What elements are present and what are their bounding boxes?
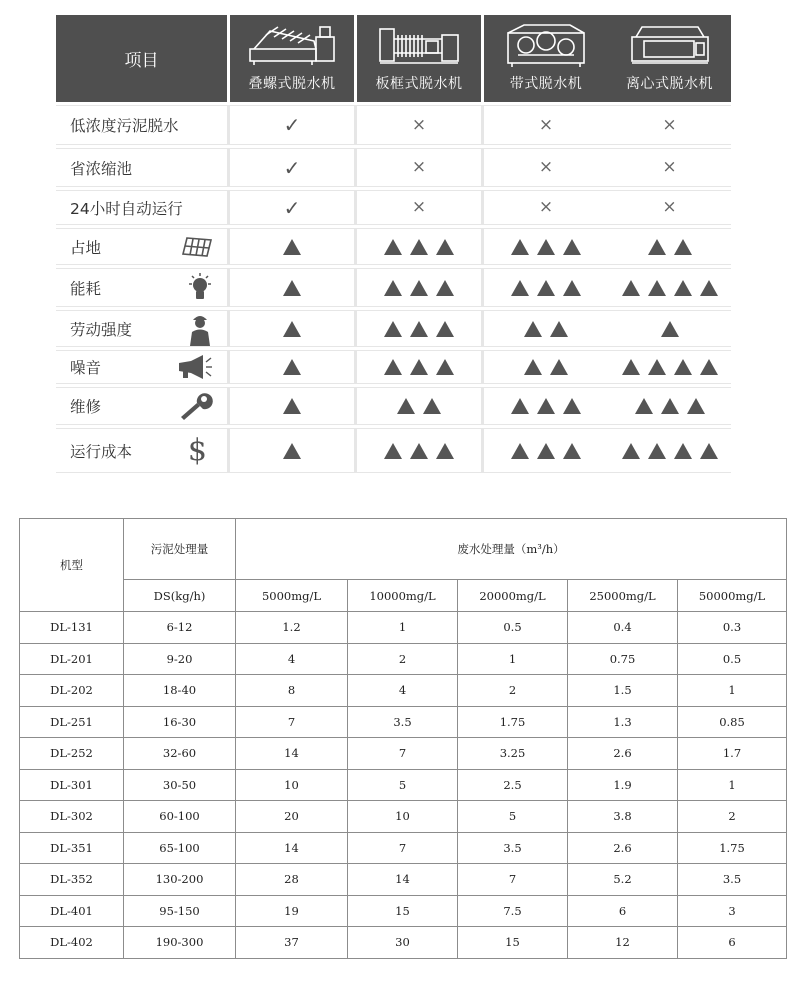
capacity-cell: 12 <box>568 927 678 959</box>
row-label-cell <box>56 149 227 186</box>
capacity-cell: 2 <box>458 675 568 707</box>
concentration-header: 20000mg/L <box>458 580 568 612</box>
triangle-mark <box>436 239 454 255</box>
triangle-mark <box>563 239 581 255</box>
rating-triangles <box>622 280 718 296</box>
comparison-table <box>56 15 731 475</box>
capacity-cell: 8 <box>236 675 348 707</box>
triangle-mark <box>410 359 428 375</box>
rating-triangles <box>648 239 692 255</box>
rating-cell <box>230 351 354 383</box>
rating-triangles <box>524 359 568 375</box>
rating-triangles <box>524 321 568 337</box>
capacity-cell: 14 <box>348 864 458 896</box>
row-label: 能耗 <box>70 279 102 298</box>
rating-triangles <box>622 443 718 459</box>
ds-cell: 60-100 <box>124 801 236 833</box>
capacity-cell: 37 <box>236 927 348 959</box>
model-cell: DL-252 <box>20 738 124 770</box>
capacity-cell: 0.75 <box>568 643 678 675</box>
plate-frame-press-icon <box>376 23 462 67</box>
triangle-mark <box>622 280 640 296</box>
triangle-mark <box>661 398 679 414</box>
spec-row <box>20 769 787 801</box>
capacity-cell: 2.6 <box>568 832 678 864</box>
worker-icon <box>187 312 213 346</box>
rating-cell <box>608 269 731 306</box>
rating-cell <box>484 351 608 383</box>
row-label: 省浓缩池 <box>70 159 133 178</box>
wrench-icon <box>177 391 213 421</box>
rating-triangles <box>283 359 301 375</box>
triangle-mark <box>436 280 454 296</box>
item-header-label: 项目 <box>124 51 159 71</box>
rating-cell <box>357 351 481 383</box>
row-label-cell <box>56 311 227 346</box>
spec-row <box>20 643 787 675</box>
rating-cell <box>230 429 354 472</box>
capacity-cell: 2.6 <box>568 738 678 770</box>
capacity-cell: 3.25 <box>458 738 568 770</box>
rating-cell <box>484 388 608 424</box>
ds-unit-header: DS(kg/h) <box>124 580 236 612</box>
capacity-cell: 2 <box>678 801 787 833</box>
capacity-cell: 1.9 <box>568 769 678 801</box>
capacity-cell: 20 <box>236 801 348 833</box>
row-label-cell <box>56 388 227 424</box>
rating-cell <box>608 429 731 472</box>
check-cell <box>230 106 354 144</box>
triangle-mark <box>550 321 568 337</box>
check-cell <box>484 191 608 224</box>
rating-triangles <box>384 239 454 255</box>
triangle-mark <box>524 321 542 337</box>
spec-row <box>20 927 787 959</box>
rating-triangles <box>283 398 301 414</box>
rating-triangles <box>283 321 301 337</box>
check-cell <box>608 149 731 186</box>
capacity-cell: 1 <box>348 612 458 644</box>
rating-triangles <box>511 443 581 459</box>
triangle-mark <box>648 359 666 375</box>
capacity-cell: 1.3 <box>568 706 678 738</box>
triangle-mark <box>283 398 301 414</box>
capacity-cell: 5.2 <box>568 864 678 896</box>
check-cell <box>230 149 354 186</box>
spec-header-row <box>20 519 787 580</box>
header-item-cell <box>56 15 227 102</box>
cross-mark: × <box>662 114 677 135</box>
lightbulb-icon <box>187 272 213 304</box>
capacity-cell: 14 <box>236 738 348 770</box>
triangle-mark <box>648 239 666 255</box>
capacity-cell: 10 <box>236 769 348 801</box>
concentration-header: 5000mg/L <box>236 580 348 612</box>
rating-cell <box>608 388 731 424</box>
spec-row <box>20 832 787 864</box>
rating-triangles <box>384 359 454 375</box>
model-cell: DL-352 <box>20 864 124 896</box>
capacity-cell: 7 <box>348 832 458 864</box>
triangle-mark <box>410 280 428 296</box>
floor-area-icon <box>181 236 213 258</box>
triangle-mark <box>687 398 705 414</box>
row-label: 劳动强度 <box>70 320 133 339</box>
header-plate-frame-press <box>357 15 481 102</box>
triangle-mark <box>511 280 529 296</box>
rating-triangles <box>622 359 718 375</box>
model-cell: DL-402 <box>20 927 124 959</box>
model-cell: DL-301 <box>20 769 124 801</box>
check-mark: ✓ <box>283 195 301 220</box>
triangle-mark <box>674 280 692 296</box>
capacity-cell: 7.5 <box>458 895 568 927</box>
triangle-mark <box>283 359 301 375</box>
screw-press-icon <box>244 23 340 67</box>
capacity-cell: 4 <box>348 675 458 707</box>
ds-cell: 9-20 <box>124 643 236 675</box>
rating-cell <box>230 229 354 264</box>
concentration-header: 25000mg/L <box>568 580 678 612</box>
spec-row <box>20 706 787 738</box>
ds-cell: 95-150 <box>124 895 236 927</box>
triangle-mark <box>511 398 529 414</box>
triangle-mark <box>511 443 529 459</box>
triangle-mark <box>622 359 640 375</box>
triangle-mark <box>537 239 555 255</box>
triangle-mark <box>384 280 402 296</box>
triangle-mark <box>648 443 666 459</box>
rating-cell <box>357 311 481 346</box>
rating-cell <box>230 388 354 424</box>
rating-triangles <box>661 321 679 337</box>
model-cell: DL-302 <box>20 801 124 833</box>
triangle-mark <box>384 443 402 459</box>
capacity-cell: 5 <box>458 801 568 833</box>
spec-row <box>20 864 787 896</box>
capacity-cell: 0.3 <box>678 612 787 644</box>
row-label: 运行成本 <box>70 442 133 461</box>
cross-mark: × <box>411 157 427 177</box>
capacity-cell: 4 <box>236 643 348 675</box>
triangle-mark <box>384 239 402 255</box>
capacity-cell: 0.85 <box>678 706 787 738</box>
row-label-cell <box>56 269 227 306</box>
triangle-mark <box>537 443 555 459</box>
capacity-cell: 3 <box>678 895 787 927</box>
capacity-cell: 7 <box>348 738 458 770</box>
check-cell <box>357 191 481 224</box>
rating-cell <box>357 269 481 306</box>
capacity-cell: 10 <box>348 801 458 833</box>
capacity-cell: 2 <box>348 643 458 675</box>
triangle-mark <box>550 359 568 375</box>
triangle-mark <box>661 321 679 337</box>
triangle-mark <box>563 280 581 296</box>
triangle-mark <box>410 239 428 255</box>
check-cell <box>608 106 731 144</box>
check-cell <box>357 106 481 144</box>
capacity-cell: 19 <box>236 895 348 927</box>
row-label-cell <box>56 106 227 144</box>
sludge-header: 污泥处理量 <box>124 519 236 580</box>
ds-cell: 30-50 <box>124 769 236 801</box>
capacity-cell: 3.5 <box>348 706 458 738</box>
rating-triangles <box>511 398 581 414</box>
concentration-header: 10000mg/L <box>348 580 458 612</box>
cross-mark: × <box>662 197 677 217</box>
capacity-cell: 0.5 <box>678 643 787 675</box>
triangle-mark <box>700 359 718 375</box>
spec-row <box>20 675 787 707</box>
model-cell: DL-401 <box>20 895 124 927</box>
capacity-cell: 15 <box>458 927 568 959</box>
rating-cell <box>484 311 608 346</box>
triangle-mark <box>436 359 454 375</box>
header-centrifuge <box>608 15 731 102</box>
triangle-mark <box>283 239 301 255</box>
triangle-mark <box>674 443 692 459</box>
triangle-mark <box>410 321 428 337</box>
check-cell <box>230 191 354 224</box>
row-label: 维修 <box>70 398 102 416</box>
capacity-cell: 1.5 <box>568 675 678 707</box>
rating-cell <box>230 311 354 346</box>
capacity-cell: 6 <box>568 895 678 927</box>
triangle-mark <box>283 443 301 459</box>
row-label: 噪音 <box>70 359 102 377</box>
cross-mark: × <box>538 197 554 217</box>
machine-name-label: 离心式脱水机 <box>626 76 713 92</box>
rating-cell <box>484 269 608 306</box>
triangle-mark <box>674 239 692 255</box>
capacity-cell: 0.5 <box>458 612 568 644</box>
capacity-cell: 1 <box>458 643 568 675</box>
triangle-mark <box>423 398 441 414</box>
check-cell <box>357 149 481 186</box>
capacity-cell: 1.7 <box>678 738 787 770</box>
triangle-mark <box>635 398 653 414</box>
row-label-cell <box>56 229 227 264</box>
triangle-mark <box>524 359 542 375</box>
capacity-cell: 3.8 <box>568 801 678 833</box>
capacity-cell: 28 <box>236 864 348 896</box>
triangle-mark <box>283 280 301 296</box>
triangle-mark <box>436 321 454 337</box>
row-label: 24小时自动运行 <box>70 199 183 218</box>
spec-body <box>20 612 787 959</box>
rating-triangles <box>384 443 454 459</box>
row-label-cell <box>56 191 227 224</box>
capacity-cell: 7 <box>458 864 568 896</box>
spec-subheader-row <box>20 580 787 612</box>
capacity-cell: 0.4 <box>568 612 678 644</box>
triangle-mark <box>537 280 555 296</box>
rating-triangles <box>283 443 301 459</box>
triangle-mark <box>436 443 454 459</box>
rating-cell <box>484 429 608 472</box>
capacity-cell: 2.5 <box>458 769 568 801</box>
capacity-cell: 3.5 <box>458 832 568 864</box>
rating-cell <box>357 388 481 424</box>
spec-row <box>20 895 787 927</box>
capacity-cell: 1 <box>678 769 787 801</box>
triangle-mark <box>563 398 581 414</box>
check-cell <box>484 106 608 144</box>
row-label: 低浓度污泥脱水 <box>70 117 179 135</box>
rating-cell <box>608 311 731 346</box>
belt-press-icon <box>504 23 588 67</box>
capacity-cell: 1.2 <box>236 612 348 644</box>
machine-name-label: 带式脱水机 <box>509 76 583 92</box>
triangle-mark <box>384 321 402 337</box>
rating-cell <box>357 229 481 264</box>
capacity-cell: 5 <box>348 769 458 801</box>
capacity-cell: 14 <box>236 832 348 864</box>
rating-cell <box>230 269 354 306</box>
triangle-mark <box>700 443 718 459</box>
rating-cell <box>608 229 731 264</box>
model-cell: DL-351 <box>20 832 124 864</box>
triangle-mark <box>511 239 529 255</box>
spec-row <box>20 738 787 770</box>
model-cell: DL-131 <box>20 612 124 644</box>
row-label: 占地 <box>70 238 102 257</box>
model-cell: DL-202 <box>20 675 124 707</box>
ds-cell: 65-100 <box>124 832 236 864</box>
capacity-cell: 7 <box>236 706 348 738</box>
triangle-mark <box>384 359 402 375</box>
cross-mark: × <box>538 157 554 177</box>
header-screw-press <box>230 15 354 102</box>
ds-cell: 16-30 <box>124 706 236 738</box>
cross-mark: × <box>662 157 677 177</box>
rating-triangles <box>511 239 581 255</box>
check-mark: ✓ <box>283 113 301 137</box>
capacity-cell: 1 <box>678 675 787 707</box>
cross-mark: × <box>411 197 427 217</box>
ds-cell: 130-200 <box>124 864 236 896</box>
machine-name-label: 叠螺式脱水机 <box>248 76 336 92</box>
check-cell <box>608 191 731 224</box>
ds-cell: 32-60 <box>124 738 236 770</box>
cross-mark: × <box>538 114 554 135</box>
check-mark: ✓ <box>283 155 301 180</box>
machine-name-label: 板框式脱水机 <box>375 76 463 92</box>
spec-row <box>20 801 787 833</box>
capacity-cell: 1.75 <box>458 706 568 738</box>
spec-row <box>20 612 787 644</box>
water-header: 废水处理量（m³/h） <box>236 519 787 580</box>
rating-triangles <box>384 321 454 337</box>
check-cell <box>484 149 608 186</box>
capacity-cell: 15 <box>348 895 458 927</box>
triangle-mark <box>674 359 692 375</box>
centrifuge-icon <box>628 23 712 67</box>
capacity-cell: 1.75 <box>678 832 787 864</box>
model-cell: DL-201 <box>20 643 124 675</box>
spec-table <box>19 518 787 959</box>
rating-cell <box>608 351 731 383</box>
capacity-cell: 3.5 <box>678 864 787 896</box>
triangle-mark <box>700 280 718 296</box>
rating-cell <box>484 229 608 264</box>
rating-triangles <box>397 398 441 414</box>
model-cell: DL-251 <box>20 706 124 738</box>
rating-triangles <box>384 280 454 296</box>
megaphone-icon <box>175 354 213 380</box>
rating-cell <box>357 429 481 472</box>
dollar-icon: $ <box>187 433 207 468</box>
concentration-header: 50000mg/L <box>678 580 787 612</box>
ds-cell: 18-40 <box>124 675 236 707</box>
triangle-mark <box>648 280 666 296</box>
rating-triangles <box>283 239 301 255</box>
row-label-cell <box>56 351 227 383</box>
capacity-cell: 30 <box>348 927 458 959</box>
cross-mark: × <box>411 114 427 135</box>
rating-triangles <box>283 280 301 296</box>
triangle-mark <box>622 443 640 459</box>
ds-cell: 190-300 <box>124 927 236 959</box>
row-label-cell <box>56 429 227 472</box>
header-belt-press <box>484 15 608 102</box>
triangle-mark <box>397 398 415 414</box>
triangle-mark <box>563 443 581 459</box>
ds-cell: 6-12 <box>124 612 236 644</box>
rating-triangles <box>511 280 581 296</box>
model-header: 机型 <box>20 519 124 612</box>
triangle-mark <box>283 321 301 337</box>
triangle-mark <box>410 443 428 459</box>
triangle-mark <box>537 398 555 414</box>
capacity-cell: 6 <box>678 927 787 959</box>
rating-triangles <box>635 398 705 414</box>
